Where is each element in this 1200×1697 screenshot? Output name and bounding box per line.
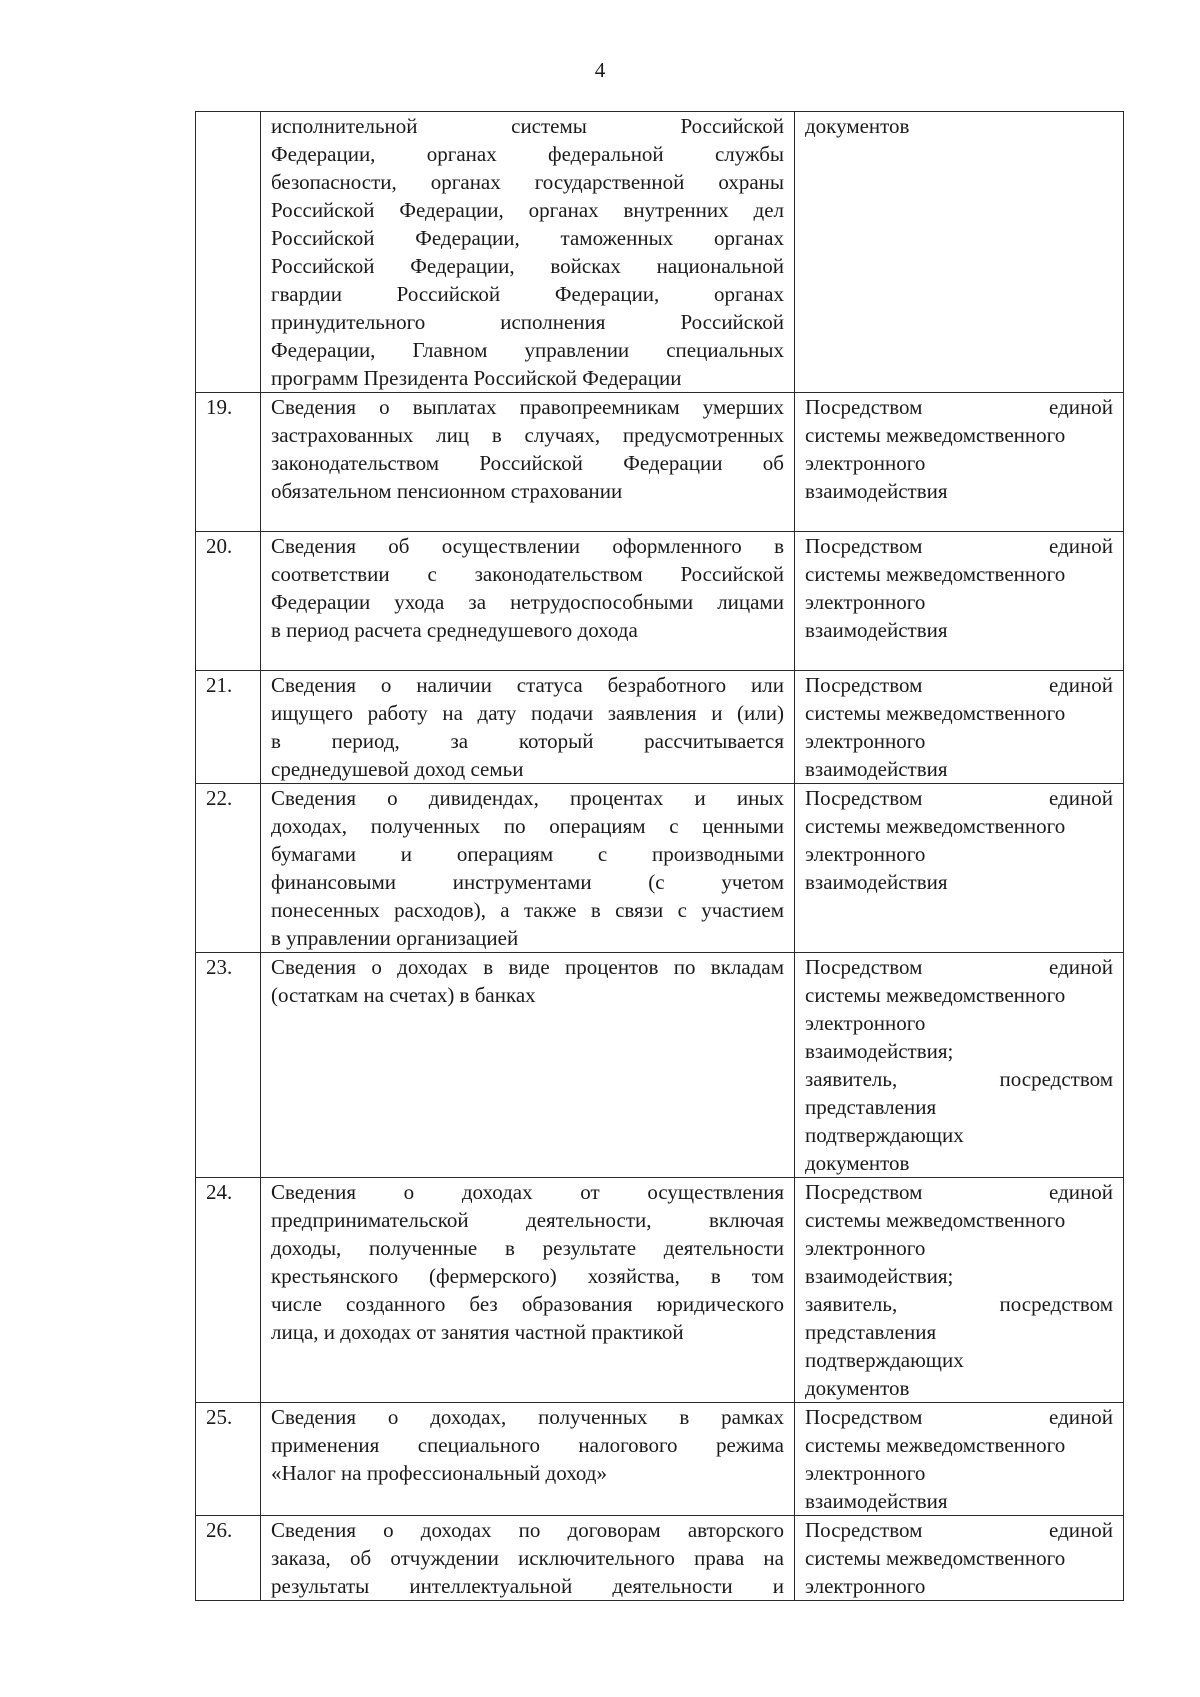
row-number-cell: [196, 784, 261, 953]
row-number-cell: [196, 953, 261, 1178]
method-cell: [795, 671, 1124, 784]
description-line: лица, и доходах от занятия частной практикой: [271, 1320, 684, 1344]
description-line: Российской Федерации, войсках национальной: [271, 254, 784, 278]
description-line: законодательством Российской Федерации об: [271, 451, 784, 475]
method-line: Посредством единой: [805, 1405, 1113, 1429]
method-line: системы межведомственного: [805, 701, 1066, 725]
method-line: подтверждающих: [805, 1123, 964, 1147]
description-line: исполнительной системы Российской: [271, 114, 784, 138]
method-line: взаимодействия: [805, 618, 948, 642]
description-cell: [261, 1178, 795, 1403]
row-number: 23.: [206, 955, 233, 979]
description-line: гвардии Российской Федерации, органах: [271, 282, 784, 306]
description-line: Сведения о выплатах правопреемникам умерших: [271, 395, 784, 419]
page-number: 4: [594, 58, 606, 82]
method-line: документов: [805, 1151, 910, 1175]
method-cell: [795, 784, 1124, 953]
description-line: Сведения о доходах по договорам авторского: [271, 1518, 784, 1542]
table-row: [196, 1178, 1124, 1403]
row-number: 19.: [206, 395, 233, 419]
method-line: заявитель, посредством: [805, 1292, 1113, 1316]
description-line: Сведения о доходах, полученных в рамках: [271, 1405, 784, 1429]
method-line: подтверждающих: [805, 1348, 964, 1372]
method-line: системы межведомственного: [805, 814, 1066, 838]
description-line: результаты интеллектуальной деятельности и: [271, 1574, 784, 1598]
description-line: финансовыми инструментами (с учетом: [271, 870, 784, 894]
row-number: 26.: [206, 1518, 233, 1542]
method-line: заявитель, посредством: [805, 1067, 1113, 1091]
method-line: взаимодействия: [805, 757, 948, 781]
method-cell: [795, 112, 1124, 393]
row-number-cell: [196, 1178, 261, 1403]
description-line: Федерации, Главном управлении специальных: [271, 338, 784, 362]
description-line: Российской Федерации, таможенных органах: [271, 226, 784, 250]
method-line: представления: [805, 1320, 937, 1344]
method-line: Посредством единой: [805, 673, 1113, 697]
description-line: понесенных расходов), а также в связи с участием: [271, 898, 784, 922]
row-number-cell: [196, 112, 261, 393]
row-number-cell: [196, 532, 261, 671]
row-number-cell: [196, 671, 261, 784]
description-cell: [261, 112, 795, 393]
method-line: Посредством единой: [805, 1180, 1113, 1204]
description-line: в период расчета среднедушевого дохода: [271, 618, 638, 642]
description-cell: [261, 953, 795, 1178]
method-line: электронного: [805, 729, 926, 753]
method-line: Посредством единой: [805, 395, 1113, 419]
row-number-cell: [196, 1403, 261, 1516]
method-line: взаимодействия;: [805, 1039, 954, 1063]
description-line: Сведения об осуществлении оформленного в: [271, 534, 784, 558]
table-row: [196, 1403, 1124, 1516]
description-line: обязательном пенсионном страховании: [271, 479, 623, 503]
row-number: 20.: [206, 534, 233, 558]
table-row: [196, 671, 1124, 784]
method-line: системы межведомственного: [805, 983, 1066, 1007]
row-number-cell: [196, 1516, 261, 1601]
method-line: системы межведомственного: [805, 1433, 1066, 1457]
row-number: 24.: [206, 1180, 233, 1204]
description-line: заказа, об отчуждении исключительного права на: [271, 1546, 784, 1570]
table-row: [196, 112, 1124, 393]
method-line: электронного: [805, 842, 926, 866]
method-line: Посредством единой: [805, 955, 1113, 979]
method-line: взаимодействия: [805, 479, 948, 503]
description-line: ищущего работу на дату подачи заявления и (или): [271, 701, 784, 725]
description-cell: [261, 671, 795, 784]
method-line: взаимодействия: [805, 870, 948, 894]
method-line: документов: [805, 114, 910, 138]
description-line: предпринимательской деятельности, включая: [271, 1208, 784, 1232]
method-cell: [795, 1178, 1124, 1403]
method-line: Посредством единой: [805, 534, 1113, 558]
method-line: электронного: [805, 1236, 926, 1260]
description-cell: [261, 784, 795, 953]
description-line: доходах, полученных по операциям с ценными: [271, 814, 784, 838]
table-row: [196, 1516, 1124, 1601]
method-line: системы межведомственного: [805, 423, 1066, 447]
method-line: электронного: [805, 590, 926, 614]
description-cell: [261, 1516, 795, 1601]
method-cell: [795, 1516, 1124, 1601]
method-cell: [795, 953, 1124, 1178]
description-line: (остаткам на счетах) в банках: [271, 983, 536, 1007]
description-line: Сведения о доходах от осуществления: [271, 1180, 784, 1204]
description-line: застрахованных лиц в случаях, предусмотренных: [271, 423, 784, 447]
method-line: системы межведомственного: [805, 562, 1066, 586]
method-line: документов: [805, 1376, 910, 1400]
description-line: безопасности, органах государственной охраны: [271, 170, 784, 194]
description-line: Федерации ухода за нетрудоспособными лицами: [271, 590, 784, 614]
method-line: электронного: [805, 1461, 926, 1485]
description-line: Сведения о наличии статуса безработного или: [271, 673, 784, 697]
description-cell: [261, 393, 795, 532]
method-cell: [795, 1403, 1124, 1516]
description-line: Сведения о доходах в виде процентов по вкладам: [271, 955, 784, 979]
description-line: в управлении организацией: [271, 926, 519, 950]
description-cell: [261, 1403, 795, 1516]
description-line: в период, за который рассчитывается: [271, 729, 784, 753]
table-row: [196, 393, 1124, 532]
description-line: программ Президента Российской Федерации: [271, 366, 682, 390]
description-line: Федерации, органах федеральной службы: [271, 142, 784, 166]
method-line: электронного: [805, 1011, 926, 1035]
description-line: «Налог на профессиональный доход»: [271, 1461, 607, 1485]
method-line: представления: [805, 1095, 937, 1119]
documents-table: [195, 111, 1124, 1601]
table-row: [196, 953, 1124, 1178]
method-line: электронного: [805, 1574, 926, 1598]
row-number: 25.: [206, 1405, 233, 1429]
description-line: принудительного исполнения Российской: [271, 310, 784, 334]
description-line: Сведения о дивидендах, процентах и иных: [271, 786, 784, 810]
method-line: электронного: [805, 451, 926, 475]
description-line: крестьянского (фермерского) хозяйства, в том: [271, 1264, 784, 1288]
row-number: 22.: [206, 786, 233, 810]
method-cell: [795, 532, 1124, 671]
description-line: применения специального налогового режима: [271, 1433, 784, 1457]
row-number-cell: [196, 393, 261, 532]
description-line: Российской Федерации, органах внутренних дел: [271, 198, 784, 222]
method-line: системы межведомственного: [805, 1546, 1066, 1570]
method-line: Посредством единой: [805, 786, 1113, 810]
table-row: [196, 532, 1124, 671]
method-cell: [795, 393, 1124, 532]
description-line: бумагами и операциям с производными: [271, 842, 784, 866]
method-line: взаимодействия;: [805, 1264, 954, 1288]
method-line: взаимодействия: [805, 1489, 948, 1513]
description-line: среднедушевой доход семьи: [271, 757, 524, 781]
description-cell: [261, 532, 795, 671]
table-row: [196, 784, 1124, 953]
description-line: доходы, полученные в результате деятельности: [271, 1236, 784, 1260]
description-line: числе созданного без образования юридического: [271, 1292, 784, 1316]
method-line: системы межведомственного: [805, 1208, 1066, 1232]
method-line: Посредством единой: [805, 1518, 1113, 1542]
description-line: соответствии с законодательством Российской: [271, 562, 784, 586]
row-number: 21.: [206, 673, 233, 697]
